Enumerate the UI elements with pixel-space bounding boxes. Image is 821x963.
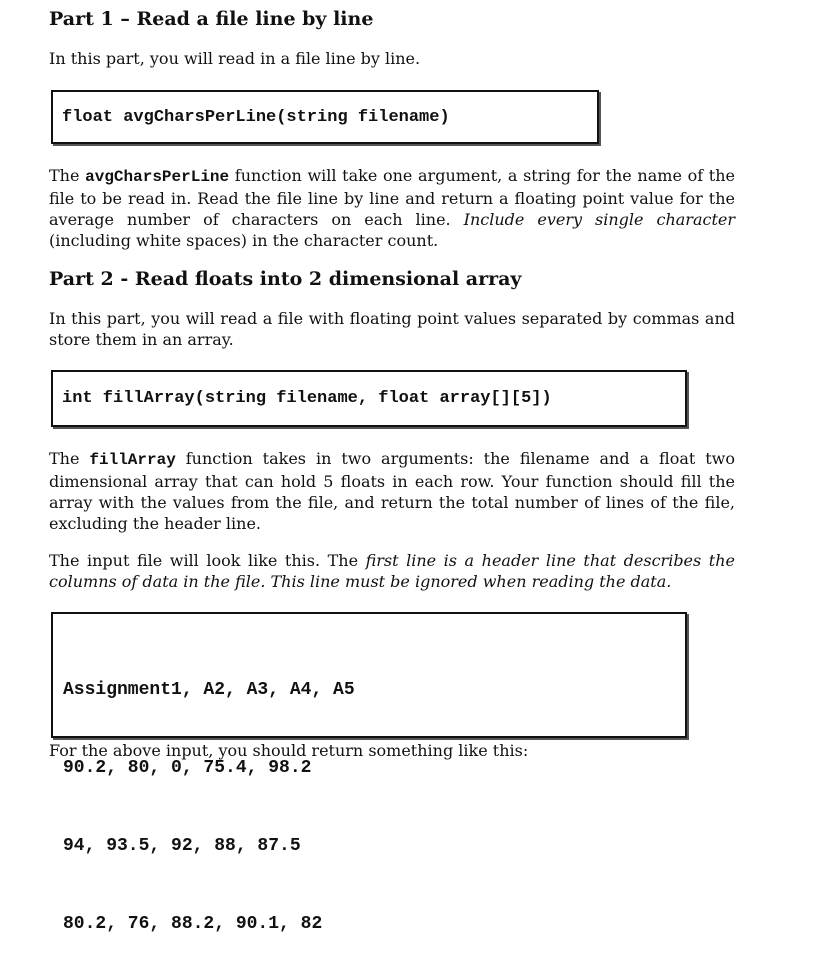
part1-heading: Part 1 – Read a file line by line bbox=[49, 8, 374, 30]
part1-desc-prefix: The bbox=[49, 166, 86, 185]
part2-heading: Part 2 - Read floats into 2 dimensional array bbox=[49, 268, 522, 290]
file-data-line: 80.2, 76, 88.2, 90.1, 82 bbox=[63, 914, 323, 934]
part1-desc-suffix: (including white spaces) in the character count. bbox=[49, 231, 439, 250]
part1-function-name: avgCharsPerLine bbox=[85, 168, 230, 186]
part1-description bbox=[49, 165, 735, 251]
part1-signature-box: float avgCharsPerLine(string filename) bbox=[51, 90, 599, 144]
part2-intro: In this part, you will read a file with floating point values separated by commas and store them in an array. bbox=[49, 309, 735, 349]
file-data-line: 90.2, 80, 0, 75.4, 98.2 bbox=[63, 758, 312, 778]
part1-intro: In this part, you will read in a file line by line. bbox=[49, 49, 421, 68]
part2-input-italic: first line is a header line that describes the columns of data in the file. This line must be ignored when reading the data. bbox=[49, 551, 735, 591]
part2-input-description bbox=[49, 550, 735, 592]
part2-desc-text: function takes in two arguments: the filename and a float two dimensional array that can hold 5 floats in each row. Your function should fill the array with the values from the file, and return the total number of lines of the file, excluding the header line. bbox=[49, 449, 735, 533]
part2-signature-box: int fillArray(string filename, float array[][5]) bbox=[51, 370, 687, 427]
part1-desc-text: function will take one argument, a string for the name of the file to be read in. Read the file line by line and return a floating point value for the average number of characters on each line. bbox=[49, 166, 735, 229]
file-header-line: Assignment1, A2, A3, A4, A5 bbox=[63, 680, 355, 700]
part1-desc-italic: Include every single character bbox=[463, 210, 735, 229]
cut-off-paragraph: For the above input, you should return something like this: bbox=[49, 741, 529, 760]
part2-function-name: fillArray bbox=[89, 451, 176, 469]
file-data-line: 94, 93.5, 92, 88, 87.5 bbox=[63, 836, 301, 856]
part2-description bbox=[49, 448, 735, 534]
part2-desc-prefix: The bbox=[49, 449, 90, 468]
part2-input-prefix: The input file will look like this. The bbox=[49, 551, 366, 570]
